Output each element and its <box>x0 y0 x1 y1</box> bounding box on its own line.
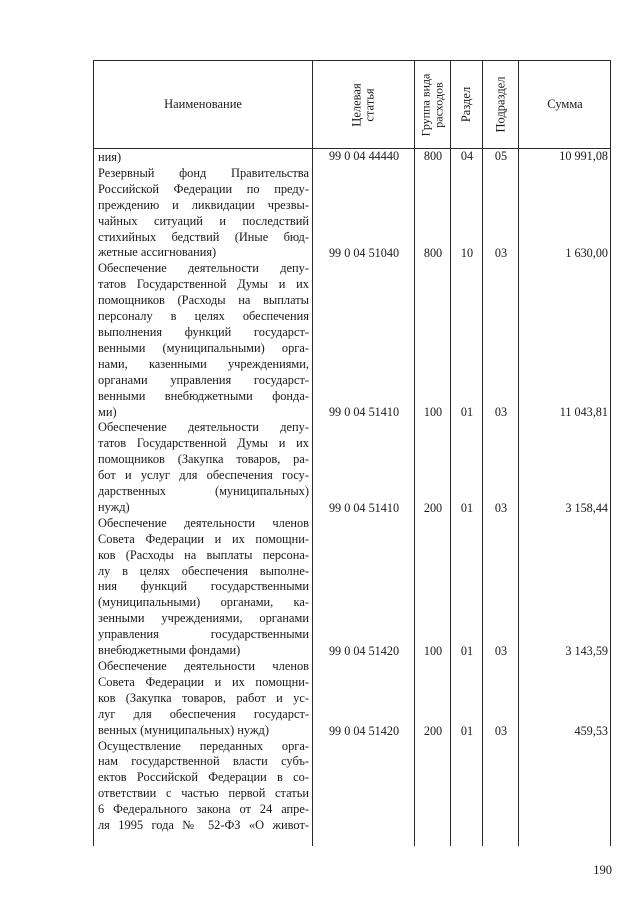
cell-section: 04 <box>460 149 474 163</box>
header-name <box>94 61 312 148</box>
name-line: ля 1995 года № 52-ФЗ «О живот- <box>98 818 309 833</box>
name-line: жетные ассигнования) <box>98 245 217 260</box>
name-line: луг для обеспечения государст- <box>98 706 309 721</box>
cell-group: 800 <box>423 246 443 260</box>
name-line: ния функций государственными <box>98 579 309 594</box>
header-subsection-text: Подраздел <box>493 76 507 133</box>
col-divider-5 <box>518 60 519 846</box>
cell-subsection: 03 <box>494 724 508 738</box>
name-line: ответствии с частью первой статьи <box>98 786 309 801</box>
name-line: Обеспечение деятельности членов <box>98 515 309 530</box>
name-line: ков (Расходы на выплаты персона- <box>98 547 309 562</box>
cell-sum: 3 143,59 <box>565 644 608 658</box>
cell-target: 99 0 04 44440 <box>328 149 400 163</box>
name-line: Резервный фонд Правительства <box>98 165 309 180</box>
header-target-line2: статья <box>362 87 377 122</box>
cell-target: 99 0 04 51420 <box>328 724 400 738</box>
name-line: татов Государственной Думы и их <box>98 436 309 451</box>
name-line: нами, казенными учреждениями, <box>98 356 309 371</box>
cell-subsection: 03 <box>494 405 508 419</box>
name-line: (муниципальными) органами, ка- <box>98 595 309 610</box>
cell-subsection: 03 <box>494 644 508 658</box>
name-line: Осуществление переданных орга- <box>98 738 309 753</box>
name-line: Обеспечение деятельности депу- <box>98 261 309 276</box>
header-subsection <box>483 61 518 148</box>
cell-sum: 3 158,44 <box>565 501 608 515</box>
header-name-text: Наименование <box>164 97 242 111</box>
header-sum <box>519 61 611 148</box>
cell-subsection: 05 <box>494 149 508 163</box>
name-line: ми) <box>98 404 117 419</box>
cell-target: 99 0 04 51420 <box>328 644 400 658</box>
header-group <box>415 61 450 148</box>
name-line: лу в целях обеспечения выполне- <box>98 563 309 578</box>
col-divider-2 <box>414 60 415 846</box>
cell-group: 800 <box>423 149 443 163</box>
cell-section: 01 <box>460 644 474 658</box>
header-group-line1: Группа вида <box>418 73 433 136</box>
cell-sum: 11 043,81 <box>559 405 608 419</box>
name-line: венных (муниципальных) нужд) <box>98 722 269 737</box>
col-divider-3 <box>450 60 451 846</box>
name-line: стихийных бедствий (Иные бюд- <box>98 229 309 244</box>
name-line: татов Государственной Думы и их <box>98 277 309 292</box>
name-line: выполнения функций государст- <box>98 324 309 339</box>
name-line: персоналу в целях обеспечения <box>98 309 309 324</box>
name-line: ков (Закупка товаров, работ и ус- <box>98 690 309 705</box>
name-line: Обеспечение деятельности депу- <box>98 420 309 435</box>
name-line: помощников (Расходы на выплаты <box>98 293 309 308</box>
name-line: помощников (Закупка товаров, ра- <box>98 452 309 467</box>
name-line: чайных ситуаций и последствий <box>98 213 309 228</box>
name-line: ектов Российской Федерации в со- <box>98 770 309 785</box>
name-line: нужд) <box>98 499 130 514</box>
cell-sum: 10 991,08 <box>559 149 608 163</box>
budget-table <box>93 60 611 846</box>
cell-subsection: 03 <box>494 246 508 260</box>
name-line: 6 Федерального закона от 24 апре- <box>98 802 309 817</box>
name-line: нам государственной власти субъ- <box>98 754 309 769</box>
name-line: венными (муниципальными) орга- <box>98 340 309 355</box>
cell-section: 01 <box>460 405 474 419</box>
cell-target: 99 0 04 51410 <box>328 501 400 515</box>
page-number: 190 <box>593 863 612 877</box>
name-line: преждению и ликвидации чрезвы- <box>98 197 309 212</box>
name-line: дарственных (муниципальных) <box>98 484 309 499</box>
cell-group: 100 <box>423 644 443 658</box>
header-target <box>313 61 414 148</box>
header-section <box>451 61 482 148</box>
header-section-text: Раздел <box>459 86 474 123</box>
cell-sum: 459,53 <box>574 724 608 738</box>
col-divider-4 <box>482 60 483 846</box>
cell-sum: 1 630,00 <box>565 246 608 260</box>
cell-group: 200 <box>423 724 443 738</box>
cell-target: 99 0 04 51040 <box>328 246 400 260</box>
header-target-text <box>351 83 377 126</box>
header-group-text <box>420 73 446 136</box>
name-line: бот и услуг для обеспечения госу- <box>98 468 309 483</box>
cell-section: 10 <box>460 246 474 260</box>
name-line: венными внебюджетными фонда- <box>98 388 309 403</box>
cell-group: 100 <box>423 405 443 419</box>
cell-section: 01 <box>460 501 474 515</box>
name-line: Совета Федерации и их помощни- <box>98 531 309 546</box>
name-line: управления государственными <box>98 627 309 642</box>
header-group-line2: расходов <box>431 81 446 128</box>
name-line: Обеспечение деятельности членов <box>98 659 309 673</box>
cell-section: 01 <box>460 724 474 738</box>
header-sum-text: Сумма <box>547 97 583 111</box>
header-target-line1: Целевая <box>349 82 364 127</box>
name-line: ния) <box>98 150 122 164</box>
name-line: зенными учреждениями, органами <box>98 611 309 626</box>
name-line: Российской Федерации по преду- <box>98 181 309 196</box>
cell-group: 200 <box>423 501 443 515</box>
name-column <box>98 150 309 834</box>
cell-target: 99 0 04 51410 <box>328 405 400 419</box>
cell-subsection: 03 <box>494 501 508 515</box>
name-line: органами управления государст- <box>98 372 309 387</box>
name-line: Совета Федерации и их помощни- <box>98 674 309 689</box>
name-line: внебюджетными фондами) <box>98 643 241 658</box>
col-divider-1 <box>312 60 313 846</box>
